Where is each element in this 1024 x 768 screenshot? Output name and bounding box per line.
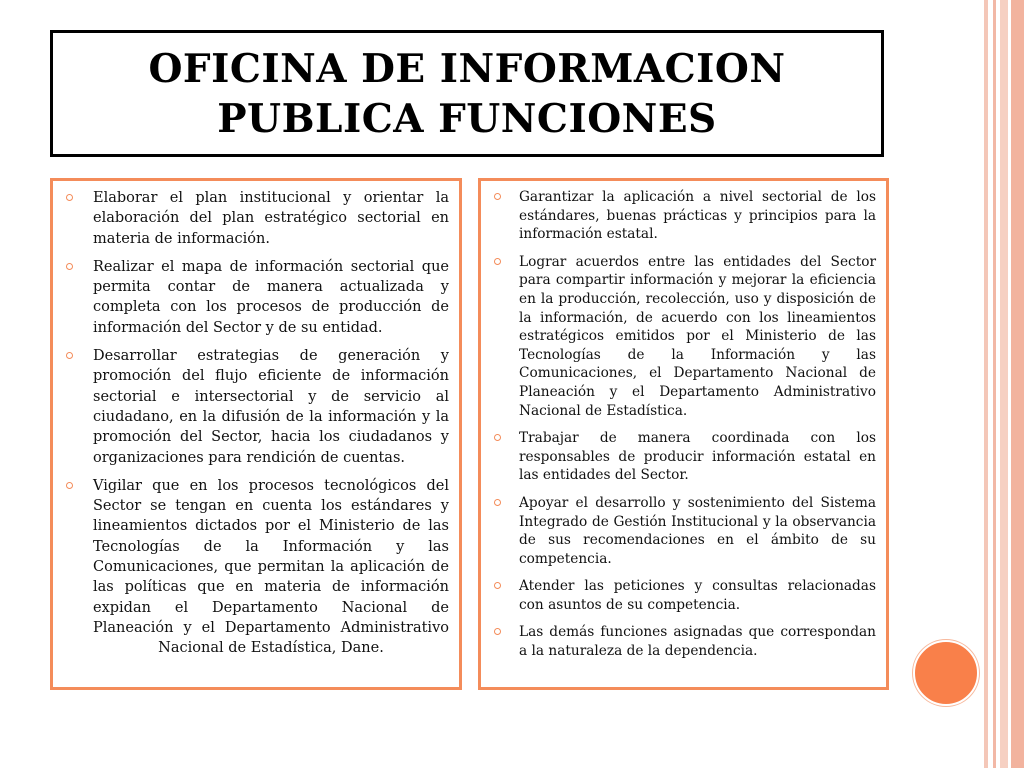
list-item [63,476,449,659]
stripe [1011,0,1024,768]
list-item [63,346,449,468]
bullet-icon [66,194,73,201]
right-bullet-list [491,188,876,661]
list-item-text: Realizar el mapa de información sectorial que permita contar de manera actualizada y completa con los procesos de producción de información del Sector y de su entidad. [93,258,449,336]
bullet-icon [494,582,501,589]
list-item-text: Atender las peticiones y consultas relacionadas con asuntos de su competencia. [519,578,876,613]
list-item [491,577,876,614]
bullet-icon [494,628,501,635]
bullet-icon [66,482,73,489]
decorative-circle [913,640,979,706]
list-item [491,429,876,485]
bullet-icon [494,499,501,506]
decorative-stripes [984,0,1024,768]
list-item [491,623,876,660]
list-item-text: Desarrollar estrategias de generación y promoción del flujo eficiente de información sectorial e intersectorial y de servicio al ciudadano, en la difusión de la información y la promoción del Sector, hacia los ciudadanos y organizaciones para rendición de cuentas. [93,348,449,466]
right-column [478,178,889,690]
title-box [50,30,884,157]
list-item-text: Lograr acuerdos entre las entidades del Sector para compartir información y mejorar la eficiencia en la producción, recolección, uso y disposición de la información, de acuerdo con los lineamientos estratégicos emitidos por el Ministerio de las Tecnologías de la Información y las Comunicaciones, el Departamento Nacional de Planeación y el Departamento Administrativo Nacional de Estadística. [519,253,876,419]
stripe [984,0,988,768]
slide-title [148,44,785,144]
list-item [491,188,876,244]
title-line-1: OFICINA DE INFORMACION [148,45,786,92]
left-bullet-list [63,188,449,659]
list-item-text: Garantizar la aplicación a nivel sectorial de los estándares, buenas prácticas y principios para la información estatal. [519,189,876,243]
stripe [1000,0,1008,768]
list-item-text: Vigilar que en los procesos tecnológicos del Sector se tengan en cuenta los estándares y lineamientos dictados por el Ministerio de las Tecnologías de la Información y las Comunicaciones, que permitan la aplicación de las políticas que en materia de información expidan el Departamento Nacional de Planeación y el Departamento Administrativo Nacional de Estadística, Dane. [93,477,449,657]
left-column [50,178,462,690]
list-item [491,494,876,568]
list-item-text: Trabajar de manera coordinada con los responsables de producir información estatal en las entidades del Sector. [519,430,876,484]
bullet-icon [66,352,73,359]
bullet-icon [494,258,501,265]
list-item-text: Las demás funciones asignadas que correspondan a la naturaleza de la dependencia. [519,624,876,660]
list-item [63,257,449,338]
bullet-icon [66,263,73,270]
title-line-2: PUBLICA FUNCIONES [217,95,717,142]
bullet-icon [494,193,501,200]
list-item-text: Apoyar el desarrollo y sostenimiento del Sistema Integrado de Gestión Institucional y la observancia de sus recomendaciones en el ámbito de su competencia. [519,494,876,567]
list-item [491,253,876,420]
list-item-text: Elaborar el plan institucional y orientar la elaboración del plan estratégico sectorial en materia de información. [93,190,449,247]
bullet-icon [494,434,501,441]
stripe [993,0,996,768]
list-item [63,188,449,249]
